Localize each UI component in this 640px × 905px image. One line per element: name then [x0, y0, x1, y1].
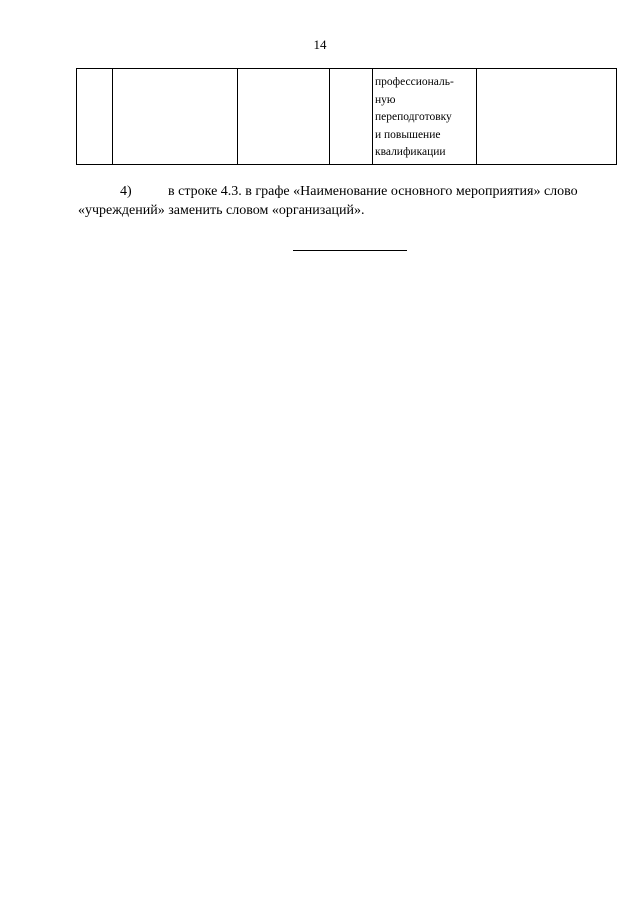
table-row — [77, 69, 617, 165]
amendment-paragraph — [78, 182, 618, 220]
cell-text-line: ную — [375, 93, 396, 106]
table-cell-period — [330, 69, 373, 165]
table-cell-executor — [238, 69, 330, 165]
page-number: 14 — [313, 37, 327, 52]
closing-line — [293, 250, 407, 251]
cell-text-line: переподготовку — [375, 111, 452, 124]
table-cell-number — [77, 69, 113, 165]
item-number: 4) — [120, 184, 132, 199]
cell-text-line: и повышение — [375, 128, 441, 141]
table-cell-name — [113, 69, 238, 165]
paragraph-first-line — [78, 182, 618, 201]
continuation-table — [76, 68, 617, 165]
cell-text-line: квалификации — [375, 146, 446, 159]
table-cell-notes — [477, 69, 617, 165]
paragraph-line-1: в строке 4.3. в графе «Наименование основного мероприятия» слово — [168, 184, 578, 199]
table-cell-result-text — [373, 69, 476, 162]
table-cell-result — [373, 69, 477, 165]
paragraph-line-2: «учреждений» заменить словом «организаций». — [78, 203, 365, 218]
cell-text-line: профессиональ- — [375, 76, 454, 88]
